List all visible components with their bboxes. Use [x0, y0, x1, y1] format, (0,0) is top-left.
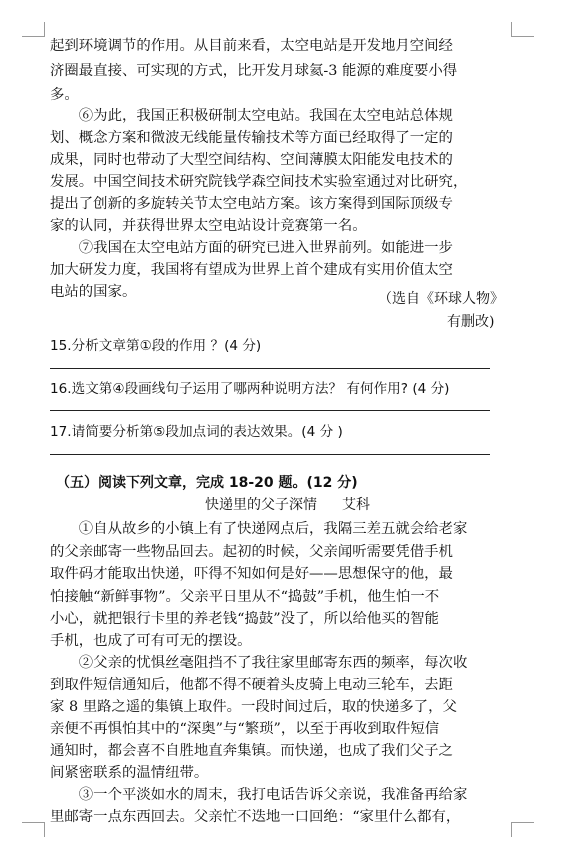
article-line: 取件码才能取出快递，吓得不知如何是好——思想保守的他，最	[50, 566, 453, 582]
passage1-line: 电站的国家。	[50, 284, 137, 300]
passage1-line: 多。	[50, 87, 79, 103]
passage1-line: ⑦我国在太空电站方面的研究已进入世界前列。如能进一步	[50, 240, 453, 256]
passage1-line: 家的认同，并获得世界太空电站设计竞赛第一名。	[50, 218, 367, 234]
question-15: 15.分析文章第①段的作用 ？(4 分)	[50, 338, 262, 354]
answer-line-15[interactable]	[50, 368, 490, 369]
crop-mark-top-left	[22, 22, 45, 37]
answer-line-17[interactable]	[50, 454, 490, 455]
passage1-line: 提出了创新的多旋转关节太空电站方案。该方案得到国际顶级专	[50, 196, 453, 212]
question-17: 17.请简要分析第⑤段加点词的表达效果。(4 分 )	[50, 424, 343, 440]
source-note: 有删改)	[447, 314, 495, 330]
passage1-line: 成果，同时也带动了大型空间结构、空间薄膜太阳能发电技术的	[50, 152, 453, 168]
article-line: 到取件短信通知后，他都不得不硬着头皮骑上电动三轮车，去距	[50, 677, 453, 693]
article-line: ①自从故乡的小镇上有了快递网点后，我隔三差五就会给老家	[50, 521, 468, 537]
article-line: 里邮寄一点东西回去。父亲忙不迭地一口回绝：“家里什么都有，	[50, 809, 461, 825]
article-line: 家 8 里路之遥的集镇上取件。一段时间过后，取的快递多了，父	[50, 699, 457, 715]
article-title: 快递里的父子深情	[205, 497, 317, 513]
article-line: 小心，就把银行卡里的养老钱“捣鼓”没了，所以给他买的智能	[50, 611, 439, 627]
article-line: ②父亲的忧惧丝毫阻挡不了我往家里邮寄东西的频率，每次收	[50, 655, 468, 671]
question-16: 16.选文第④段画线句子运用了哪两种说明方法？ 有何作用? (4 分)	[50, 381, 450, 397]
article-line: 的父亲邮寄一些物品回去。起初的时候，父亲闻听需要凭借手机	[50, 544, 453, 560]
article-line: 间紧密联系的温情纽带。	[50, 765, 209, 781]
passage1-line: ⑥为此，我国正积极研制太空电站。我国在太空电站总体规	[50, 108, 453, 124]
source-citation: （选自《环球人物》	[378, 291, 504, 307]
passage1-line: 济圈最直接、可实现的方式，比开发月球氦-3 能源的难度要小得	[50, 63, 458, 79]
passage1-line: 划、概念方案和微波无线能量传输技术等方面已经取得了一定的	[50, 130, 453, 146]
article-author: 艾科	[342, 497, 370, 513]
article-line: 通知时，都会喜不自胜地直奔集镇。而快递，也成了我们父子之	[50, 743, 453, 759]
passage1-line: 加大研发力度，我国将有望成为世界上首个建成有实用价值太空	[50, 262, 453, 278]
article-line: 亲便不再惧怕其中的“深奥”与“繁琐”，以至于再收到取件短信	[50, 721, 440, 737]
passage1-line: 起到环境调节的作用。从目前来看，太空电站是开发地月空间经	[50, 38, 453, 54]
crop-mark-bottom-left	[22, 822, 45, 837]
article-line: 怕接触“新鲜事物”。父亲平日里从不“捣鼓”手机，他生怕一不	[50, 589, 440, 605]
crop-mark-bottom-right	[511, 822, 534, 837]
crop-mark-top-right	[511, 22, 534, 37]
answer-line-16[interactable]	[50, 410, 490, 411]
article-line: ③一个平淡如水的周末，我打电话告诉父亲说，我准备再给家	[50, 787, 468, 803]
section-heading: （五）阅读下列文章，完成 18-20 题。(12 分)	[56, 475, 358, 491]
passage1-line: 发展。中国空间技术研究院钱学森空间技术实验室通过对比研究，	[50, 174, 468, 190]
article-line: 手机，也成了可有可无的摆设。	[50, 633, 252, 649]
